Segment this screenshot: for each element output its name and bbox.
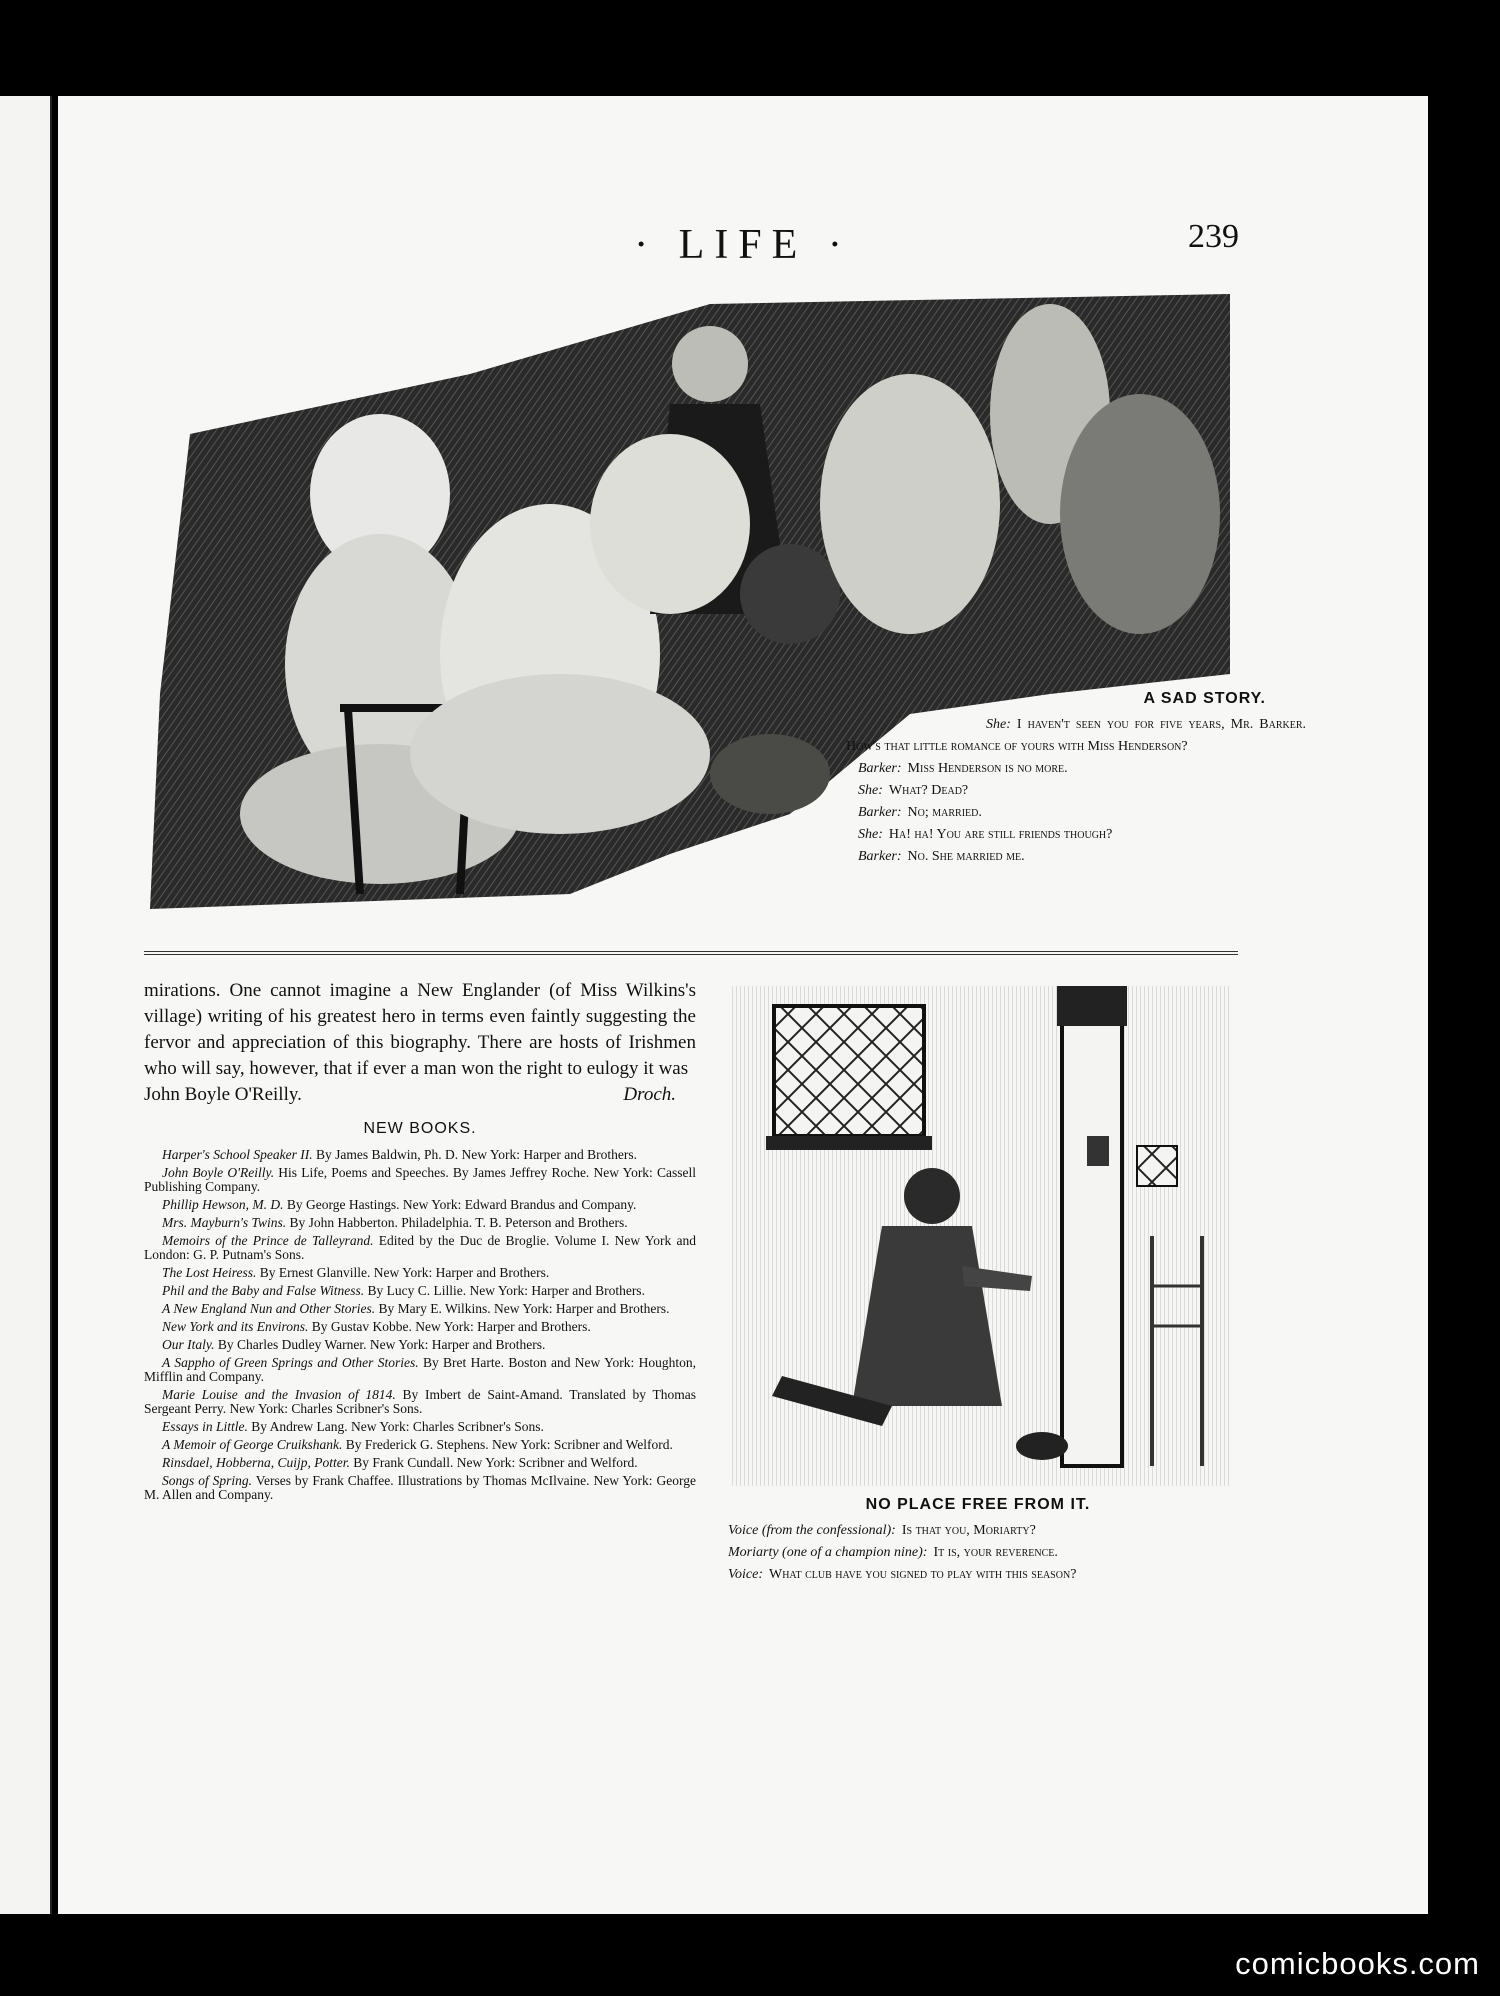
dialogue-text: Is that you, Moriarty? (901, 1523, 1036, 1538)
book-entry (144, 1420, 696, 1434)
book-detail: By Frank Cundall. New York: Scribner and Welford. (353, 1455, 638, 1470)
book-title: Phil and the Baby and False Witness. (162, 1283, 365, 1298)
book-detail: By John Habberton. Philadelphia. T. B. Peterson and Brothers. (289, 1215, 628, 1230)
book-detail: By Lucy C. Lillie. New York: Harper and Brothers. (367, 1283, 645, 1298)
book-detail: His Life, Poems and Speeches. By James Jeffrey Roche. New York: Cassell Publishing Company. (144, 1165, 696, 1194)
dialogue-speaker: Voice (from the confessional): (728, 1523, 896, 1538)
book-entry (144, 1356, 696, 1384)
dialogue-text: Ha! ha! You are still friends though? (888, 827, 1113, 842)
previous-page-edge (0, 96, 52, 1914)
book-title: Our Italy. (162, 1337, 215, 1352)
dialogue-line (712, 1520, 1244, 1542)
dialogue-speaker: Barker: (858, 761, 902, 776)
book-title: The Lost Heiress. (162, 1265, 257, 1280)
book-title: Phillip Hewson, M. D. (162, 1197, 284, 1212)
magazine-page (58, 96, 1428, 1914)
book-list (144, 1148, 696, 1502)
dialogue-text: Miss Henderson is no more. (907, 761, 1068, 776)
book-detail: By Imbert de Saint-Amand. Translated by Thomas Sergeant Perry. New York: Charles Scribner's Sons. (144, 1387, 697, 1416)
book-entry (144, 1284, 696, 1298)
dialogue-speaker: She: (858, 783, 883, 798)
dialogue-speaker: Moriarty (one of a champion nine): (728, 1545, 928, 1560)
book-detail: By Gustav Kobbe. New York: Harper and Brothers. (311, 1319, 591, 1334)
dialogue-text: No; married. (907, 805, 982, 820)
book-title: A Sappho of Green Springs and Other Stories. (162, 1355, 419, 1370)
book-title: Mrs. Mayburn's Twins. (162, 1215, 287, 1230)
dialogue-line (712, 1542, 1244, 1564)
dialogue-line (846, 802, 1306, 824)
no-place-title: NO PLACE FREE FROM IT. (865, 1496, 1091, 1513)
sad-story-caption (846, 688, 1306, 868)
book-entry (144, 1216, 696, 1230)
book-entry (144, 1302, 696, 1316)
book-entry (144, 1474, 696, 1502)
book-title: New York and its Environs. (162, 1319, 309, 1334)
book-entry (144, 1234, 696, 1262)
no-place-caption (712, 1494, 1244, 1586)
confessional-illustration (732, 986, 1232, 1486)
sad-story-title: A SAD STORY. (1143, 690, 1266, 707)
page-number: 239 (1188, 218, 1239, 255)
confessional-illustration-svg (732, 986, 1232, 1486)
article-signature: Droch. (623, 1084, 676, 1105)
book-title: Harper's School Speaker II. (162, 1147, 313, 1162)
dialogue-speaker: Barker: (858, 849, 902, 864)
dialogue-text: What? Dead? (888, 783, 969, 798)
dialogue-speaker: She: (986, 717, 1011, 732)
book-detail: By Charles Dudley Warner. New York: Harper and Brothers. (217, 1337, 546, 1352)
book-detail: By Frederick G. Stephens. New York: Scribner and Welford. (345, 1437, 673, 1452)
book-title: Rinsdael, Hobberna, Cuijp, Potter. (162, 1455, 350, 1470)
book-detail: By Bret Harte. Boston and New York: Houghton, Mifflin and Company. (144, 1355, 696, 1384)
dialogue-text: No. She married me. (907, 849, 1025, 864)
left-column (144, 978, 696, 1506)
book-title: Marie Louise and the Invasion of 1814. (162, 1387, 396, 1402)
book-detail: By Mary E. Wilkins. New York: Harper and Brothers. (378, 1301, 670, 1316)
dialogue-line (846, 758, 1306, 780)
dialogue-line (846, 714, 1306, 758)
book-title: John Boyle O'Reilly. (162, 1165, 275, 1180)
book-title: Memoirs of the Prince de Talleyrand. (162, 1233, 374, 1248)
article-last-line: John Boyle O'Reilly. (144, 1084, 302, 1105)
book-detail: By Andrew Lang. New York: Charles Scribner's Sons. (251, 1419, 544, 1434)
book-entry (144, 1266, 696, 1280)
dialogue-line (712, 1564, 1244, 1586)
book-entry (144, 1148, 696, 1162)
book-entry (144, 1166, 696, 1194)
dialogue-text: I haven't seen you for five years, Mr. Barker. How's that little romance of yours with Miss Henderson? (846, 717, 1306, 754)
article-paragraph: mirations. One cannot imagine a New Englander (of Miss Wilkins's village) writing of his greatest hero in terms even faintly suggesting the fervor and appreciation of this biography. There are hosts of Irishmen who will say, however, that if ever a man won the right to eulogy it was (144, 980, 696, 1079)
book-entry (144, 1198, 696, 1212)
book-entry (144, 1456, 696, 1470)
article-signoff (144, 1082, 696, 1108)
book-title: A Memoir of George Cruikshank. (162, 1437, 343, 1452)
dialogue-line (846, 846, 1306, 868)
book-title: A New England Nun and Other Stories. (162, 1301, 376, 1316)
dialogue-text: What club have you signed to play with this season? (768, 1567, 1077, 1582)
book-detail: Edited by the Duc de Broglie. Volume I. New York and London: G. P. Putnam's Sons. (144, 1233, 697, 1262)
book-title: Songs of Spring. (162, 1473, 253, 1488)
site-watermark: comicbooks.com (1235, 1946, 1480, 1981)
dialogue-text: It is, your reverence. (933, 1545, 1058, 1560)
dialogue-speaker: Voice: (728, 1567, 763, 1582)
book-detail: By Ernest Glanville. New York: Harper and Brothers. (259, 1265, 550, 1280)
dialogue-speaker: She: (858, 827, 883, 842)
book-title: Essays in Little. (162, 1419, 248, 1434)
book-detail: By James Baldwin, Ph. D. New York: Harper and Brothers. (315, 1147, 637, 1162)
new-books-heading: NEW BOOKS. (363, 1120, 477, 1137)
book-entry (144, 1388, 696, 1416)
book-detail: By George Hastings. New York: Edward Brandus and Company. (286, 1197, 637, 1212)
dialogue-line (846, 824, 1306, 846)
book-entry (144, 1338, 696, 1352)
masthead: · LIFE · (634, 222, 852, 268)
book-entry (144, 1320, 696, 1334)
book-entry (144, 1438, 696, 1452)
dialogue-speaker: Barker: (858, 805, 902, 820)
dialogue-line (846, 780, 1306, 802)
section-divider (144, 951, 1238, 955)
book-detail: Verses by Frank Chaffee. Illustrations by Thomas McIlvaine. New York: George M. Allen and Company. (144, 1473, 696, 1502)
